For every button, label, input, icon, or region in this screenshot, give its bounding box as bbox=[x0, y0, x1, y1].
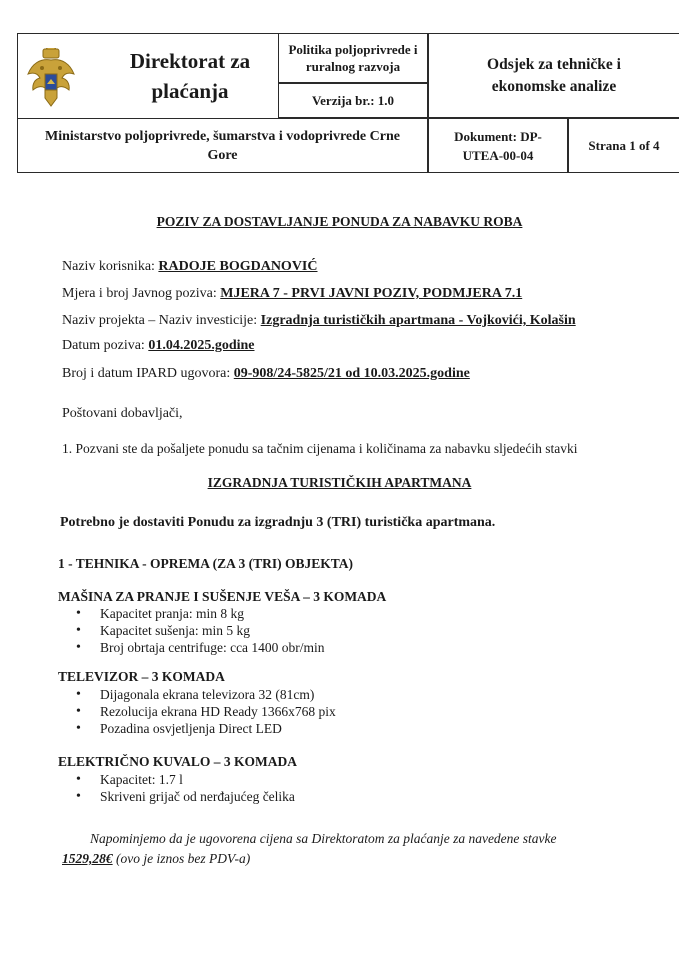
field-value: 09-908/24-5825/21 od 10.03.2025.godine bbox=[233, 366, 470, 381]
spec-item: • Pozadina osvjetljenja Direct LED bbox=[68, 720, 336, 737]
subtitle: IZGRADNJA TURISTIČKIH APARTMANA bbox=[207, 475, 472, 490]
section-header: 1 - TEHNIKA - OPREMA (ZA 3 (TRI) OBJEKTA) bbox=[58, 556, 354, 571]
field-label: Naziv korisnika: bbox=[62, 259, 159, 274]
spec-item: • Kapacitet pranja: min 8 kg bbox=[68, 605, 325, 622]
item-kettle-heading: ELEKTRIČNO KUVALO – 3 KOMADA bbox=[58, 754, 298, 769]
org-title: Direktorat za plaćanja bbox=[129, 49, 251, 103]
spec-item: • Dijagonala ekrana televizora 32 (81cm) bbox=[68, 686, 336, 703]
item-kettle-specs bbox=[68, 771, 295, 805]
document-title: POZIV ZA DOSTAVLJANJE PONUDA ZA NABAVKU ROBA bbox=[156, 214, 523, 229]
field-contract bbox=[62, 366, 470, 382]
spec-item: • Skriveni grijač od nerđajućeg čelika bbox=[68, 788, 295, 805]
field-date bbox=[62, 338, 255, 354]
field-value: Izgradnja turističkih apartmana - Vojkovići, Kolašin bbox=[260, 313, 576, 328]
field-call bbox=[62, 286, 522, 302]
ministry-cell: Ministarstvo poljoprivrede, šumarstva i vodoprivrede Crne Gore bbox=[17, 118, 428, 173]
price-note-amount-line bbox=[62, 849, 627, 869]
item-tv-specs bbox=[68, 686, 336, 737]
field-beneficiary bbox=[62, 259, 318, 275]
version-cell: Verzija br.: 1.0 bbox=[278, 83, 428, 118]
policy-cell: Politika poljoprivrede i ruralnog razvoja bbox=[278, 33, 428, 83]
page-number-cell: Strana 1 of 4 bbox=[568, 118, 679, 173]
price-note-text: Napominjemo da je ugovorena cijena sa Direktoratom za plaćanje za navedene stavke bbox=[90, 831, 557, 846]
department-cell: Odsjek za tehničke i ekonomske analize bbox=[428, 33, 679, 118]
field-label: Datum poziva: bbox=[62, 338, 149, 353]
requirement-text: Potrebno je dostaviti Ponudu za izgradnju 3 (TRI) turistička apartmana. bbox=[60, 515, 496, 530]
document-id-cell: Dokument: DP-UTEA-00-04 bbox=[428, 118, 568, 173]
field-value: MJERA 7 - PRVI JAVNI POZIV, PODMJERA 7.1 bbox=[220, 286, 523, 301]
field-label: Broj i datum IPARD ugovora: bbox=[62, 366, 234, 381]
spec-item: • Rezolucija ekrana HD Ready 1366x768 pix bbox=[68, 703, 336, 720]
spec-item: • Broj obrtaja centrifuge: cca 1400 obr/min bbox=[68, 639, 325, 656]
item-washer-specs bbox=[68, 605, 325, 656]
field-value: RADOJE BOGDANOVIĆ bbox=[158, 259, 318, 274]
spec-item: • Kapacitet sušenja: min 5 kg bbox=[68, 622, 325, 639]
montenegro-coat-of-arms-logo bbox=[26, 48, 76, 110]
field-project bbox=[62, 313, 576, 329]
greeting: Poštovani dobavljači, bbox=[62, 406, 183, 421]
field-value: 01.04.2025.godine bbox=[148, 338, 255, 353]
invitation-text: 1. Pozvani ste da pošaljete ponudu sa tačnim cijenama i količinama za nabavku sljedećih stavki bbox=[62, 441, 578, 456]
item-tv-heading: TELEVIZOR – 3 KOMADA bbox=[58, 669, 225, 684]
price-amount: 1529,28€ bbox=[62, 851, 113, 866]
price-note-suffix: (ovo je iznos bez PDV-a) bbox=[112, 851, 251, 866]
field-label: Naziv projekta – Naziv investicije: bbox=[62, 313, 261, 328]
price-note bbox=[62, 829, 627, 869]
item-washer-heading: MAŠINA ZA PRANJE I SUŠENJE VEŠA – 3 KOMADA bbox=[58, 589, 387, 604]
field-label: Mjera i broj Javnog poziva: bbox=[62, 286, 221, 301]
spec-item: • Kapacitet: 1.7 l bbox=[68, 771, 295, 788]
